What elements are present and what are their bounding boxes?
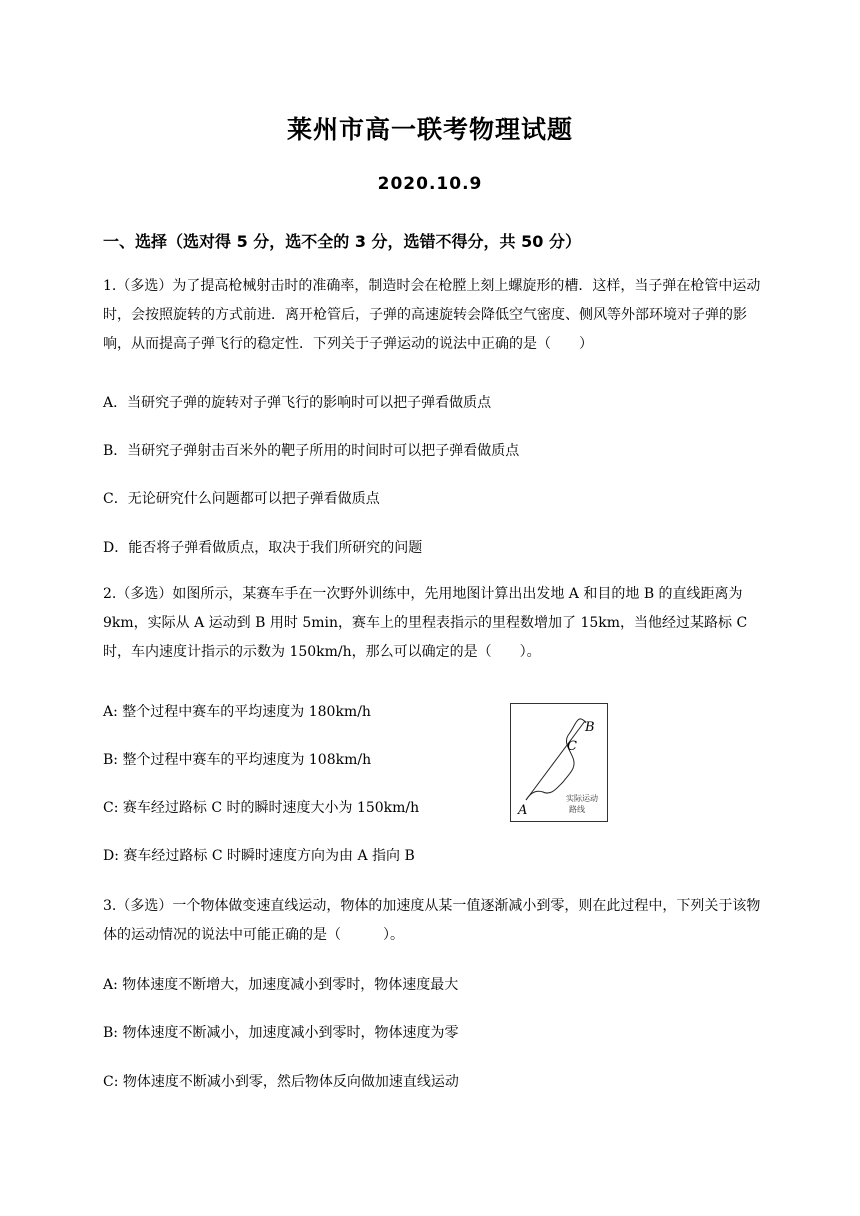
route-caption-line2: 路线 xyxy=(569,805,585,814)
section-heading: 一、选择（选对得 5 分，选不全的 3 分，选错不得分，共 50 分） xyxy=(103,232,581,251)
question-3-option-c: C: 物体速度不断减小到零，然后物体反向做加速直线运动 xyxy=(103,1074,459,1090)
point-c-label: C xyxy=(567,739,577,754)
exam-date: 2020.10.9 xyxy=(377,174,483,194)
question-1-option-c: C．无论研究什么问题都可以把子弹看做质点 xyxy=(103,491,380,507)
exam-title: 莱州市高一联考物理试题 xyxy=(286,115,573,144)
question-2-stem: 2.（多选）如图所示，某赛车手在一次野外训练中，先用地图计算出出发地 A 和目的地 B 的直线距离为 9km，实际从 A 运动到 B 用时 5min，赛车上的里程表指示的里程数增加了 15km，当他经过某路标 C 时，车内速度计指示的示数为 150km/h，那么可以确定的是（ ）。 xyxy=(103,586,748,660)
question-1-option-d: D．能否将子弹看做质点，取决于我们所研究的问题 xyxy=(103,540,423,556)
question-1-option-b: B．当研究子弹射击百米外的靶子所用的时间时可以把子弹看做质点 xyxy=(103,443,520,459)
question-1-option-a: A．当研究子弹的旋转对子弹飞行的影响时可以把子弹看做质点 xyxy=(103,395,492,411)
question-3-stem: 3.（多选）一个物体做变速直线运动，物体的加速度从某一值逐渐减小到零，则在此过程中，下列关于该物体的运动情况的说法中可能正确的是（ ）。 xyxy=(103,898,761,943)
straight-line-ab xyxy=(526,721,585,800)
question-3-option-b: B: 物体速度不断减小，加速度减小到零时，物体速度为零 xyxy=(103,1025,459,1041)
point-a-label: A xyxy=(518,803,528,818)
point-b-label: B xyxy=(585,720,595,735)
route-diagram-svg xyxy=(511,704,607,821)
question-2-option-d: D: 赛车经过路标 C 时瞬时速度方向为由 A 指向 B xyxy=(103,848,415,864)
question-2-option-a: A: 整个过程中赛车的平均速度为 180km/h xyxy=(103,704,371,720)
route-caption-line1: 实际运动 xyxy=(566,794,598,803)
route-diagram xyxy=(510,703,608,822)
question-3-option-a: A: 物体速度不断增大，加速度减小到零时，物体速度最大 xyxy=(103,977,459,993)
question-2-option-c: C: 赛车经过路标 C 时的瞬时速度大小为 150km/h xyxy=(103,800,420,816)
question-2-option-b: B: 整个过程中赛车的平均速度为 108km/h xyxy=(103,752,372,768)
question-1-stem: 1.（多选）为了提高枪械射击时的准确率，制造时会在枪膛上刻上螺旋形的槽．这样，当子弹在枪管中运动时，会按照旋转的方式前进．离开枪管后，子弹的高速旋转会降低空气密度、侧风等外部环境对子弹的影响，从而提高子弹飞行的稳定性．下列关于子弹运动的说法中正确的是（ ） xyxy=(103,278,761,352)
